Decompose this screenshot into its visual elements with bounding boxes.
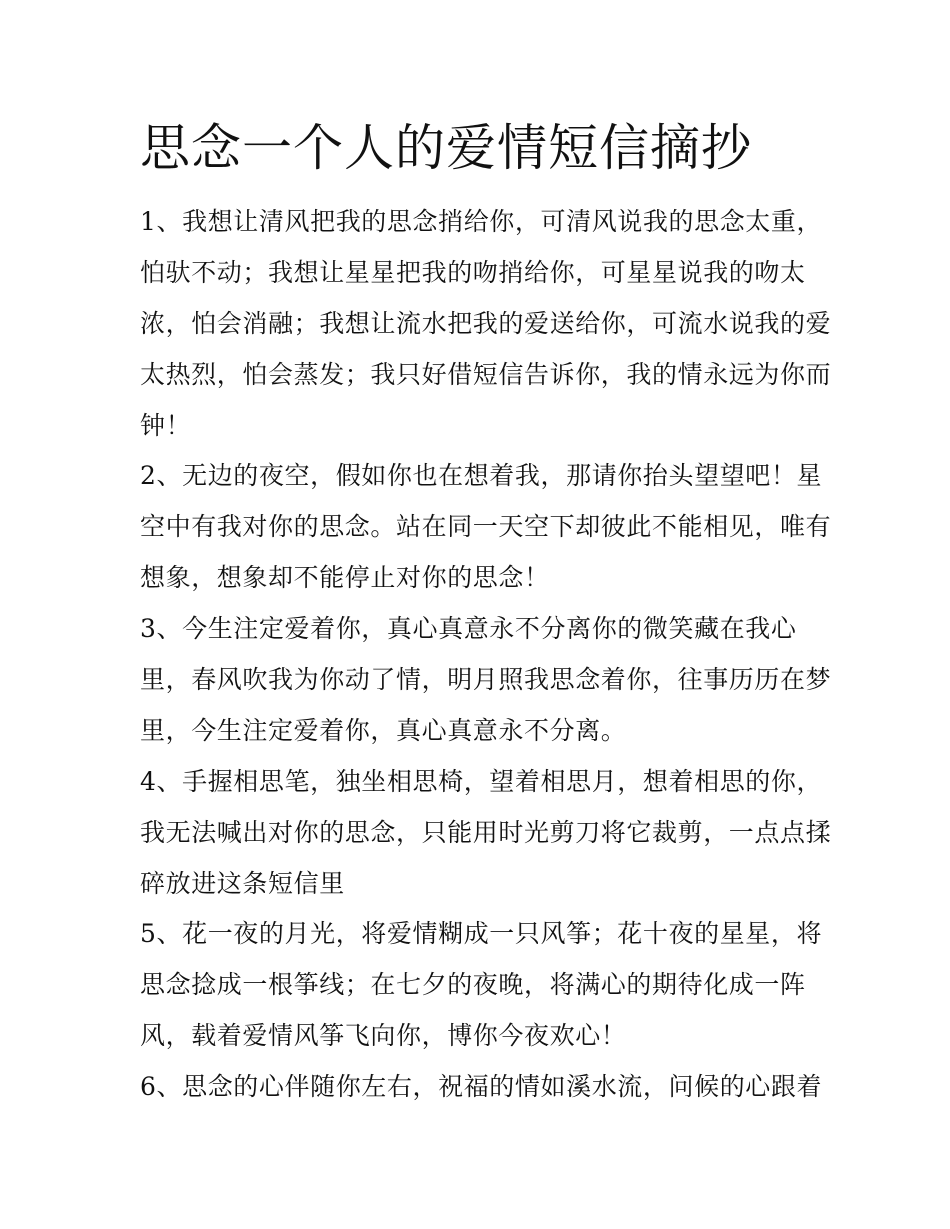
text-line: 5、花一夜的月光，将爱情糊成一只风筝；花十夜的星星，将 <box>140 919 823 949</box>
paragraph-1 <box>140 197 840 451</box>
text-line: 1、我想让清风把我的思念捎给你，可清风说我的思念太重， <box>140 207 823 236</box>
document-title: 思念一个人的爱情短信摘抄 <box>140 119 752 177</box>
paragraph-2 <box>140 451 840 604</box>
text-line: 2、无边的夜空，假如你也在想着我，那请你抬头望望吧！星 <box>140 461 823 491</box>
text-line: 风，载着爱情风筝飞向你，博你今夜欢心！ <box>140 1021 627 1051</box>
text-line: 里，今生注定爱着你，真心真意永不分离。 <box>140 715 627 745</box>
text-line: 空中有我对你的思念。站在同一天空下却彼此不能相见，唯有 <box>140 512 832 542</box>
text-line: 4、手握相思笔，独坐相思椅，望着相思月，想着相思的你， <box>140 766 823 796</box>
paragraph-6 <box>140 1062 840 1113</box>
text-line: 我无法喊出对你的思念，只能用时光剪刀将它裁剪，一点点揉 <box>140 817 832 847</box>
text-line: 想象，想象却不能停止对你的思念！ <box>140 563 550 593</box>
text-line: 钟！ <box>140 410 192 440</box>
text-line: 3、今生注定爱着你，真心真意永不分离你的微笑藏在我心 <box>140 614 797 644</box>
text-line: 浓，怕会消融；我想让流水把我的爱送给你，可流水说我的爱 <box>140 308 832 338</box>
text-line: 太热烈，怕会蒸发；我只好借短信告诉你，我的情永远为你而 <box>140 359 832 389</box>
paragraph-4 <box>140 757 840 910</box>
paragraph-3 <box>140 604 840 757</box>
paragraph-5 <box>140 909 840 1062</box>
document-body <box>140 197 840 1113</box>
text-line: 怕驮不动；我想让星星把我的吻捎给你，可星星说我的吻太 <box>140 257 806 287</box>
text-line: 里，春风吹我为你动了情，明月照我思念着你，往事历历在梦 <box>140 665 832 695</box>
text-line: 思念捻成一根筝线；在七夕的夜晚，将满心的期待化成一阵 <box>140 970 806 1000</box>
text-line: 6、思念的心伴随你左右，祝福的情如溪水流，问候的心跟着 <box>140 1072 823 1102</box>
text-line: 碎放进这条短信里 <box>140 868 345 898</box>
